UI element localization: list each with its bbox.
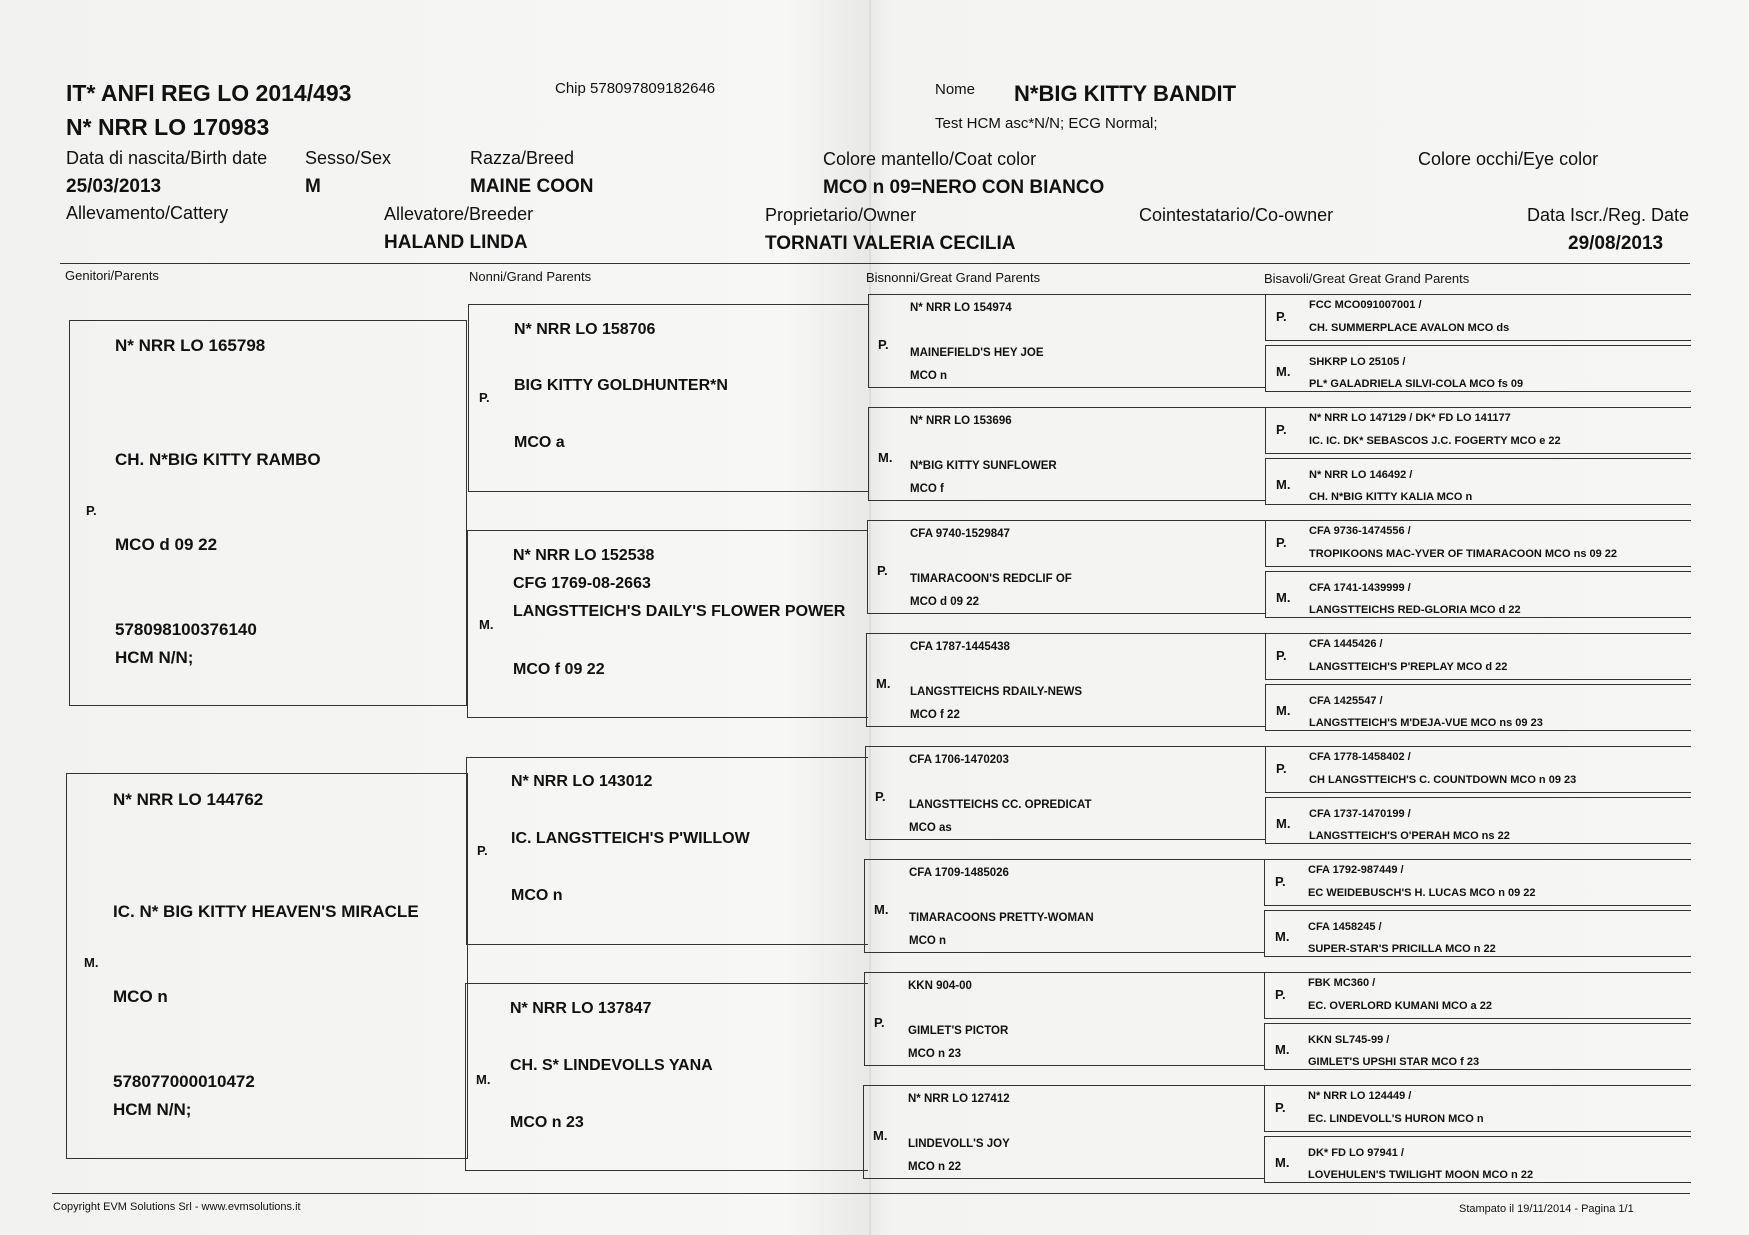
- great-grandparent-registration: N* NRR LO 127412: [908, 1093, 1010, 1105]
- owner-label: Proprietario/Owner: [765, 205, 917, 225]
- great-grandparent-color: MCO n: [909, 935, 947, 947]
- great-grandparent-name: TIMARACOONS PRETTY-WOMAN: [909, 912, 1094, 924]
- great-great-grandparent-registration: KKN SL745-99 /: [1308, 1034, 1390, 1046]
- great-great-grandparent-registration: N* NRR LO 124449 /: [1308, 1090, 1412, 1102]
- great-great-grandparent-marker: M.: [1276, 703, 1291, 718]
- sire-marker: P.: [86, 503, 97, 518]
- great-great-grandparent-registration: N* NRR LO 146492 /: [1309, 469, 1413, 481]
- great-great-grandparent-name: CH. SUMMERPLACE AVALON MCO ds: [1309, 322, 1510, 334]
- dam-name: IC. N* BIG KITTY HEAVEN'S MIRACLE: [113, 902, 419, 921]
- great-great-grandparent-name: CH LANGSTTEICH'S C. COUNTDOWN MCO n 09 23: [1309, 774, 1577, 786]
- coowner-label: Cointestatario/Co-owner: [1139, 205, 1334, 225]
- great-grandparent-registration: N* NRR LO 153696: [910, 415, 1012, 427]
- great-great-grandparent-registration: CFA 1425547 /: [1309, 695, 1383, 707]
- great-great-grandparent-name: LANGSTTEICH'S P'REPLAY MCO d 22: [1309, 661, 1508, 673]
- grandparents-generation-label: Nonni/Grand Parents: [469, 269, 592, 284]
- dam-marker: M.: [84, 955, 99, 970]
- great-great-grandparent-name: PL* GALADRIELA SILVI-COLA MCO fs 09: [1309, 378, 1524, 390]
- great-grandparent-color: MCO f 22: [910, 709, 960, 721]
- sex-value: M: [305, 176, 321, 197]
- breeder-value: HALAND LINDA: [384, 232, 528, 253]
- great-great-grandparent-name: CH. N*BIG KITTY KALIA MCO n: [1309, 491, 1473, 503]
- nrr-registration: N* NRR LO 170983: [66, 114, 270, 140]
- footer-divider: [52, 1193, 1690, 1194]
- grandparent-color: MCO a: [514, 434, 565, 451]
- grandparent-registration: N* NRR LO 143012: [511, 773, 653, 790]
- great-great-grandparent-name: TROPIKOONS MAC-YVER OF TIMARACOON MCO ns 09 22: [1309, 548, 1618, 560]
- great-grandparent-marker: M.: [873, 1128, 888, 1143]
- great-grandparent-marker: P.: [875, 789, 886, 804]
- grandparent-color: MCO n: [511, 887, 563, 904]
- great-great-grandparent-name: IC. IC. DK* SEBASCOS J.C. FOGERTY MCO e 22: [1309, 435, 1561, 447]
- reg-date-label: Data Iscr./Reg. Date: [1527, 205, 1690, 225]
- great-great-grandparent-marker: M.: [1276, 364, 1291, 379]
- great-great-grandparent-name: LANGSTTEICH'S O'PERAH MCO ns 22: [1309, 830, 1510, 842]
- great-grandparent-registration: N* NRR LO 154974: [910, 302, 1012, 314]
- great-grandparent-registration: CFA 1706-1470203: [909, 754, 1009, 766]
- sire-color: MCO d 09 22: [115, 535, 218, 554]
- grandparent-registration-alt: CFG 1769-08-2663: [513, 575, 651, 592]
- name-label: Nome: [935, 81, 976, 98]
- great-grandparent-color: MCO n 22: [908, 1161, 962, 1173]
- dam-color: MCO n: [113, 987, 168, 1006]
- birth-date-label: Data di nascita/Birth date: [66, 148, 268, 168]
- great-grandparent-registration: CFA 9740-1529847: [910, 528, 1010, 540]
- great-great-grandparent-name: SUPER-STAR'S PRICILLA MCO n 22: [1308, 943, 1496, 955]
- breed-label: Razza/Breed: [470, 148, 575, 168]
- great-great-grandparent-marker: P.: [1275, 987, 1286, 1002]
- print-info: Stampato il 19/11/2014 - Pagina 1/1: [1459, 1203, 1634, 1215]
- grandparent-marker: P.: [479, 390, 490, 405]
- grandparent-color: MCO n 23: [510, 1114, 584, 1131]
- grandparent-name: LANGSTTEICH'S DAILY'S FLOWER POWER: [513, 603, 846, 620]
- great-great-grandparent-registration: SHKRP LO 25105 /: [1309, 356, 1406, 368]
- great-great-grandparent-registration: CFA 1737-1470199 /: [1309, 808, 1411, 820]
- great-great-grandparent-registration: CFA 9736-1474556 /: [1309, 525, 1411, 537]
- great-great-grandparent-marker: M.: [1276, 816, 1291, 831]
- grandparent-marker: M.: [479, 617, 494, 632]
- great-grandparent-color: MCO f: [910, 483, 944, 495]
- great-great-grandparent-name: GIMLET'S UPSHI STAR MCO f 23: [1308, 1056, 1480, 1068]
- coat-color-value: MCO n 09=NERO CON BIANCO: [823, 177, 1105, 198]
- great-grandparent-registration: CFA 1709-1485026: [909, 867, 1009, 879]
- great-great-grandparent-marker: M.: [1275, 929, 1290, 944]
- great-great-grandparent-marker: P.: [1276, 422, 1287, 437]
- copyright: Copyright EVM Solutions Srl - www.evmsolutions.it: [53, 1201, 301, 1213]
- test-results: Test HCM asc*N/N; ECG Normal;: [935, 115, 1158, 132]
- great-great-grandparent-registration: CFA 1792-987449 /: [1308, 864, 1404, 876]
- great-grandparents-generation-label: Bisnonni/Great Grand Parents: [866, 270, 1041, 285]
- great-grandparent-name: N*BIG KITTY SUNFLOWER: [910, 460, 1057, 472]
- great-grandparent-marker: P.: [877, 563, 888, 578]
- great-great-grandparent-registration: FCC MCO091007001 /: [1309, 299, 1422, 311]
- eye-color-label: Colore occhi/Eye color: [1418, 149, 1599, 169]
- header-divider: [60, 263, 1690, 264]
- dam-chip: 578077000010472: [113, 1072, 255, 1091]
- great-grandparent-registration: KKN 904-00: [908, 980, 972, 992]
- great-great-grandparent-name: LANGSTTEICH'S M'DEJA-VUE MCO ns 09 23: [1309, 717, 1543, 729]
- chip-number: Chip 578097809182646: [555, 80, 716, 97]
- great-great-grandparent-marker: M.: [1275, 1042, 1290, 1057]
- great-great-grandparent-registration: CFA 1445426 /: [1309, 638, 1383, 650]
- dam-registration: N* NRR LO 144762: [113, 790, 264, 809]
- sex-label: Sesso/Sex: [305, 148, 392, 168]
- grandparent-color: MCO f 09 22: [513, 661, 605, 678]
- anfi-registration: IT* ANFI REG LO 2014/493: [66, 80, 352, 106]
- great-grandparent-name: GIMLET'S PICTOR: [908, 1025, 1009, 1037]
- great-grandparent-color: MCO n: [910, 370, 948, 382]
- great-great-grandparent-registration: CFA 1778-1458402 /: [1309, 751, 1411, 763]
- great-grandparent-name: LANGSTTEICHS CC. OPREDICAT: [909, 799, 1092, 811]
- grandparent-registration: N* NRR LO 158706: [514, 321, 656, 338]
- grandparent-marker: P.: [477, 843, 488, 858]
- great-grandparent-color: MCO as: [909, 822, 952, 834]
- cattery-label: Allevamento/Cattery: [66, 203, 229, 223]
- sire-name: CH. N*BIG KITTY RAMBO: [115, 450, 321, 469]
- dam-test: HCM N/N;: [113, 1100, 192, 1119]
- great-grandparent-marker: M.: [874, 902, 889, 917]
- great-great-grandparent-registration: N* NRR LO 147129 / DK* FD LO 141177: [1309, 412, 1511, 424]
- great-great-grandparent-marker: P.: [1275, 1100, 1286, 1115]
- great-great-grandparent-marker: P.: [1275, 874, 1286, 889]
- grandparent-name: CH. S* LINDEVOLLS YANA: [510, 1057, 713, 1074]
- great-grandparent-marker: M.: [876, 676, 891, 691]
- great-great-grandparent-marker: M.: [1276, 477, 1291, 492]
- great-great-grandparent-marker: P.: [1276, 309, 1287, 324]
- great-great-grandparent-marker: P.: [1276, 535, 1287, 550]
- breed-value: MAINE COON: [470, 176, 594, 197]
- great-grandparent-name: TIMARACOON'S REDCLIF OF: [910, 573, 1072, 585]
- grandparent-name: BIG KITTY GOLDHUNTER*N: [514, 377, 728, 394]
- great-great-grandparent-marker: P.: [1276, 761, 1287, 776]
- great-great-grandparent-marker: P.: [1276, 648, 1287, 663]
- great-great-grandparent-marker: M.: [1276, 590, 1291, 605]
- great-great-grandparent-registration: CFA 1741-1439999 /: [1309, 582, 1411, 594]
- reg-date-value: 29/08/2013: [1568, 233, 1664, 254]
- great-great-grandparent-registration: FBK MC360 /: [1308, 977, 1376, 989]
- great-grandparent-registration: CFA 1787-1445438: [910, 641, 1010, 653]
- great-great-grandparent-name: EC. LINDEVOLL'S HURON MCO n: [1308, 1113, 1484, 1125]
- great-great-grandparent-registration: CFA 1458245 /: [1308, 921, 1382, 933]
- owner-value: TORNATI VALERIA CECILIA: [765, 233, 1016, 254]
- great-great-grandparent-marker: M.: [1275, 1155, 1290, 1170]
- great-great-grandparent-name: LOVEHULEN'S TWILIGHT MOON MCO n 22: [1308, 1169, 1534, 1181]
- great-grandparent-name: LANGSTTEICHS RDAILY-NEWS: [910, 686, 1083, 698]
- cat-name: N*BIG KITTY BANDIT: [1014, 81, 1237, 106]
- grandparent-marker: M.: [476, 1072, 491, 1087]
- grandparent-registration: N* NRR LO 152538: [513, 547, 655, 564]
- great-great-grandparent-registration: DK* FD LO 97941 /: [1308, 1147, 1404, 1159]
- great-great-grandparent-name: EC WEIDEBUSCH'S H. LUCAS MCO n 09 22: [1308, 887, 1536, 899]
- parents-generation-label: Genitori/Parents: [65, 268, 159, 283]
- great-grandparent-name: MAINEFIELD'S HEY JOE: [910, 347, 1044, 359]
- great-grandparent-color: MCO n 23: [908, 1048, 962, 1060]
- sire-chip: 578098100376140: [115, 620, 257, 639]
- grandparent-name: IC. LANGSTTEICH'S P'WILLOW: [511, 830, 750, 847]
- great-grandparent-name: LINDEVOLL'S JOY: [908, 1138, 1010, 1150]
- sire-registration: N* NRR LO 165798: [115, 336, 266, 355]
- great-grandparent-marker: M.: [878, 450, 893, 465]
- birth-date-value: 25/03/2013: [66, 176, 162, 197]
- breeder-label: Allevatore/Breeder: [384, 204, 534, 224]
- sire-test: HCM N/N;: [115, 648, 194, 667]
- coat-color-label: Colore mantello/Coat color: [823, 149, 1037, 169]
- great-great-grandparent-name: LANGSTTEICHS RED-GLORIA MCO d 22: [1309, 604, 1521, 616]
- great-grandparent-marker: P.: [874, 1015, 885, 1030]
- great-great-grandparents-generation-label: Bisavoli/Great Great Grand Parents: [1264, 271, 1470, 286]
- great-grandparent-marker: P.: [878, 337, 889, 352]
- great-grandparent-color: MCO d 09 22: [910, 596, 980, 608]
- great-great-grandparent-name: EC. OVERLORD KUMANI MCO a 22: [1308, 1000, 1492, 1012]
- grandparent-registration: N* NRR LO 137847: [510, 1000, 652, 1017]
